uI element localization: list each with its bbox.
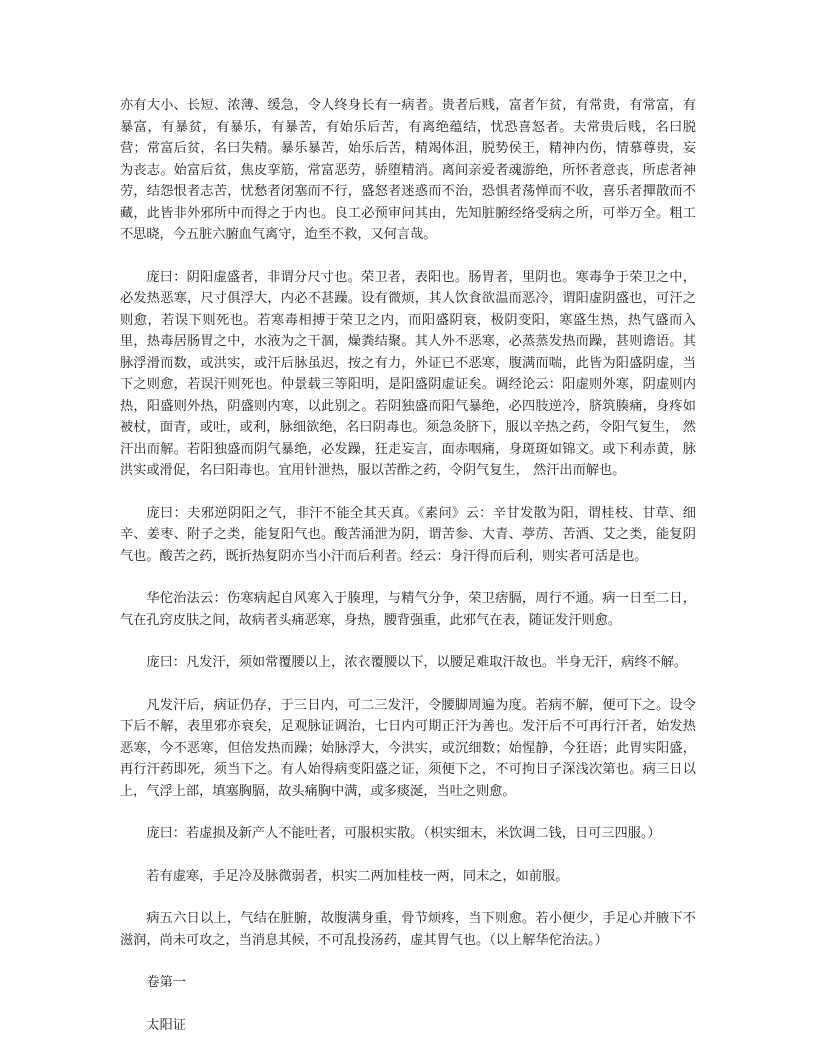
- paragraph-3: 庞曰：夫邪逆阴阳之气，非汗不能全其天真。《素问》云：辛甘发散为阳，谓桂枝、甘草、细辛、姜枣、附子之类，能复阳气也。酸苦涌泄为阴，谓苦参、大青、葶苈、苦酒、艾之类，能复阴气也。酸苦之药，既折热复阴亦当小汗而后利者。经云：身汗得而后利，则实者可活是也。: [120, 505, 696, 564]
- paragraph-6: 凡发汗后，病证仍存，于三日内，可二三发汗，令腰脚周遍为度。若病不解，便可下之。设令下后不解，表里邪亦衰矣，足观脉证调治，七日内可期正汗为善也。发汗后不可再行汗者，始发热恶寒，今不恶寒，但倍发热而躁；始脉浮大，今洪实，或沉细数；始惺静，今狂语；此胃实阳盛，再行汗药即死，须当下之。有人始得病变阳盛之证，须便下之，不可拘日子深浅次第也。病三日以上，气浮上部，填塞胸膈，故头痛胸中满，或多痰涎，当吐之则愈。: [120, 697, 696, 799]
- document-page: [120, 95, 696, 1057]
- section-heading-chapter: 太阳证: [146, 1017, 186, 1033]
- paragraph-5: 庞曰：凡发汗，须如常覆腰以上，浓衣覆腰以下，以腰足难取汗故也。半身无汗，病终不解。: [146, 655, 688, 670]
- paragraph-2: 庞曰：阴阳虚盛者，非谓分尺寸也。荣卫者，表阳也。肠胃者，里阴也。寒毒争于荣卫之中，必发热恶寒，尺寸俱浮大，内必不甚躁。设有微烦，其人饮食欲温而恶冷，谓阳虚阴盛也，可汗之则愈，若误下则死也。若寒毒相搏于荣卫之内，而阳盛阴衰，极阴变阳，寒盛生热，热气盛而入里，热毒居肠胃之中，水液为之干涸，燥粪结聚。其人外不恶寒，必蒸蒸发热而躁，甚则谵语。其脉浮滑而数，或洪实，或汗后脉虽迟，按之有力，外证已不恶寒，腹满而喘，此皆为阳盛阴虚，当下之则愈，若误汗则死也。仲景载三等阳明，是阳盛阴虚证矣。调经论云：阳虚则外寒，阴虚则内热，阳盛则外热，阴盛则内寒，以此别之。若阴独盛而阳气暴绝，必四肢逆冷，脐筑腠痛，身疼如被杖，面青，或吐，或利，脉细欲绝，名曰阴毒也。须急灸脐下，服以辛热之药，令阳气复生， 然汗出而解。若阳独盛而阴气暴绝，必发躁，狂走妄言，面赤咽痛，身斑斑如锦文。或下利赤黄，脉洪实或滑促，名曰阳毒也。宜用针泄热，服以苦酢之药，令阴气复生， 然汗出而解也。: [120, 269, 696, 478]
- paragraph-9: 病五六日以上，气结在脏腑，故腹满身重，骨节烦疼，当下则愈。若小便少，手足心并腋下不滋润，尚未可攻之，当消息其候，不可乱投汤药，虚其胃气也。（以上解华佗治法。）: [120, 911, 696, 948]
- paragraph-1: 亦有大小、长短、浓薄、缓急，令人终身长有一病者。贵者后贱，富者乍贫，有常贵，有常富，有暴富，有暴贫，有暴乐，有暴苦，有始乐后苦，有离绝蕴结，忧恐喜怒者。夫常贵后贱，名曰脱营；常富后贫，名曰失精。暴乐暴苦，始乐后苦，精竭体沮，脱势侯王，精神内伤，情慕尊贵，妄为丧志。始富后贫，焦皮挛筋，常富恶劳，骄堕精消。离间亲爱者魂游绝，所怀者意丧，所虑者神劳，结怨恨者志苦，忧愁者闭塞而不行，盛怒者迷惑而不治，恐惧者荡惮而不收，喜乐者撣散而不藏，此皆非外邪所中而得之于内也。良工必预审问其由，先知脏腑经络受病之所，可举万全。粗工不思晓，今五脏六腑血气离守，迨至不救，又何言哉。: [120, 98, 696, 242]
- section-heading-volume: 卷第一: [146, 975, 186, 990]
- paragraph-4: 华佗治法云：伤寒病起自风寒入于腠理，与精气分争，荣卫痞膈，周行不通。病一日至二日，气在孔窍皮肤之间，故病者头痛恶寒，身热，腰背强重，此邪气在表，随证发汗则愈。: [120, 591, 696, 628]
- paragraph-7: 庞曰：若虚损及新产人不能吐者，可服枳实散。（枳实细末，米饮调二钱，日可三四服。）: [146, 826, 661, 841]
- paragraph-8: 若有虚寒，手足冷及脉微弱者，枳实二两加桂枝一两，同末之，如前服。: [146, 868, 569, 884]
